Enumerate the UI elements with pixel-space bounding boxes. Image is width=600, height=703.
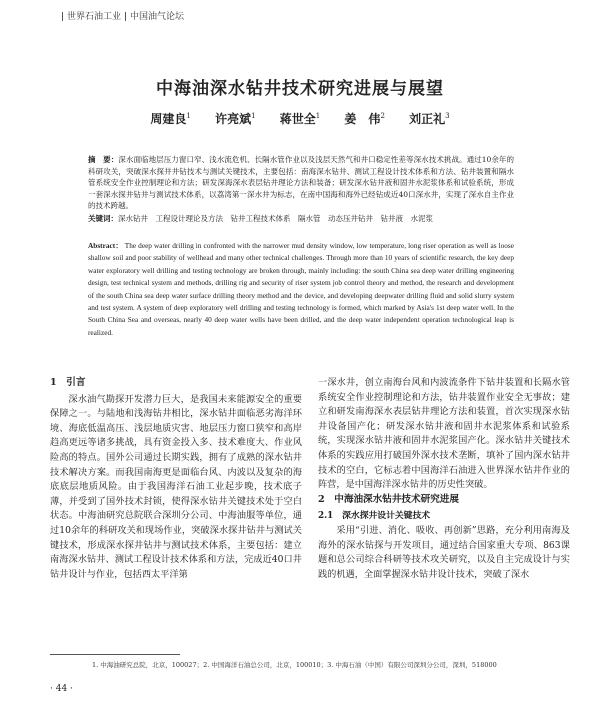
abstract-label: 摘 要： — [88, 155, 119, 164]
subsection-heading: 2.1 深水探井设计关键技术 — [318, 511, 431, 522]
author: 姜 伟$^2$ — [344, 112, 385, 126]
author: 周建良$^1$ — [150, 112, 191, 126]
body-paragraph: 采用“引进、消化、吸收、再创新”思路，充分利用南海及海外的深水钻探与开发项目，通过结合国家重大专项、863课题和总公司综合科研等技术攻关研究，以及自主完成设计与实践的机遇，全面掌握深水钻井设计技术，突破了深水 — [318, 524, 570, 580]
body-column-left — [50, 376, 302, 582]
section-heading: 2 中海油深水钻井技术研究进展 — [318, 493, 459, 505]
journal-header — [58, 9, 184, 22]
abstract-chinese — [88, 154, 514, 212]
body-paragraph: 深水油气勘探开发潜力巨大，是我国未来能源安全的重要保障之一。与陆地和浅海钻井相比，深水钻井面临恶劣海洋环境、海底低温高压、浅层地质灾害、地层压力窗口狭窄和高岸趋高更远等诸多挑战，具有资金投入多、技术难度大、作业风险高的特点。国外公司通过长期实践，拥有了成熟的深水钻井技术解决方案。而我国南海更是面临台风、内波以及复杂的海底底层地质风险。由于我国海洋石油工业起步晚，技术底子薄，并受到了国外技术封锁，使得深水钻井关键技术处于空白状态。中海油研究总院联合深圳分公司、中海油服等单位，通过10余年的科研攻关和现场作业，突破深水探井钻井与测试关键技术，形成深水探井钻井与测试技术体系，主要包括：建立南海深水钻井、测试工程设计技术体系和方法，完成近40口井钻井设计与作业，包括西太平洋第 — [50, 393, 302, 580]
header-divider — [62, 12, 63, 21]
paper-title: 中海油深水钻井技术研究进展与展望 — [156, 79, 444, 99]
author: 许亮斌$^1$ — [215, 112, 256, 126]
abstract-text: 深水面临地层压力窗口窄、浅水流危机、长隔水管作业以及浅层天然气和井口稳定性差等深水技术挑战。通过10余年的科研攻关，突破深水探井井钻技术与测试关键技术，主要包括：南海深水钻井、测试工程设计技术体系和方法、钻井装置和隔水管系统安全作业控制理论和方法；研发深海深水表层钻井理论方法和装备；研发深水钻井液和固井水泥浆体系和试验系统，形成一套深水探井钻井与测试技术体系，以荔湾第一深水井为标志，在南中国海和海外已经钻成近40口深水井，实现了深水自主作业的技术跨越。 — [88, 155, 515, 210]
abstract-en-text: The deep water drilling in confronted with the narrower mud density window, low temperature, long riser operation as well as loose shallow soil and poor stability of wellhead and many other technical challenges. Through more than 10 years of scientific research, the key deep water exploratory well drilling and testing technology are broken through, mainly including: the south China sea deep water drilling engineering design, test technical system and methods, drilling rig and security of riser system job control theory and method, the research and development of the south China sea deep water surface drilling theory method and the device, and developing deepwater drilling fluid and solid slurry system and test system. A system of deep exploratory well drilling and testing technology is formed, which marked by Asia's 1st deep water well. In the South China Sea and overseas, nearly 40 deep water wells have been drilled, and the deep water independent operation technological leap is realized. — [88, 241, 514, 337]
keywords-chinese — [88, 213, 514, 225]
author-list — [0, 110, 600, 127]
abstract-english — [88, 240, 514, 339]
column-name: 中国油气论坛 — [130, 12, 185, 22]
journal-name: 世界石油工业 — [67, 12, 122, 22]
abstract-en-label: Abstract： — [88, 241, 123, 250]
footnote: 1. 中海油研究总院，北京，100027；2. 中国海洋石油总公司，北京，100010；3. 中海石油（中国）有限公司深圳分公司，深圳，518000 — [92, 661, 497, 669]
header-divider — [125, 12, 126, 21]
body-paragraph: 一深水井，创立南海台风和内波流条件下钻井装置和长隔水管系统安全作业控制理论和方法，钻井装置作业安全无事故；建立和研发南海深水表层钻井理论方法和装置，首次实现深水钻井设备国产化；研发深水钻井液和固井水泥浆体系和试验系统，实现深水钻井液和固井水泥浆国产化。深水钻井关键技术体系的实践应用打破国外深水技术垄断，填补了国内深水钻井技术的空白，它标志着中国海洋石油进入世界深水钻井作业的阵营，是中国海洋深水钻井的历史性突破。 — [318, 377, 570, 491]
author: 刘正礼$^3$ — [409, 112, 450, 126]
keywords-label: 关键词： — [88, 214, 118, 223]
keywords-text: 深水钻井 工程设计理论及方法 钻井工程技术体系 隔水管 动态压井钻井 钻井液 水泥浆 — [118, 214, 433, 223]
page-number: · 44 · — [50, 684, 73, 694]
author: 蒋世全$^1$ — [279, 112, 321, 126]
section-heading: 1 引言 — [50, 377, 86, 388]
body-column-right — [318, 376, 570, 582]
footnote-divider — [50, 654, 180, 655]
